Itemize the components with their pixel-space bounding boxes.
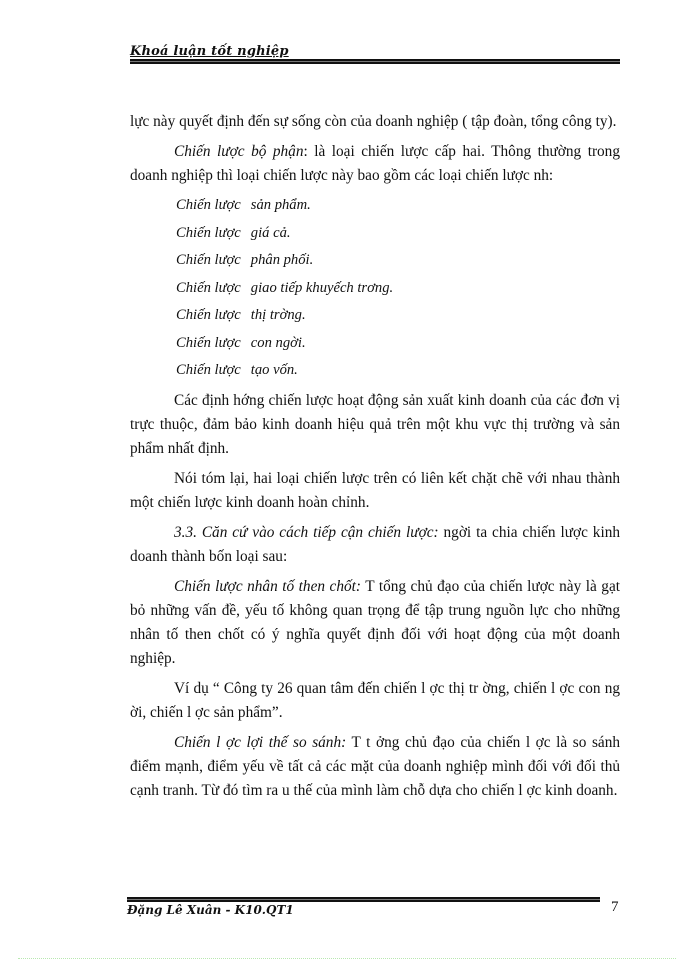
header-rule <box>130 59 620 64</box>
header-title: Khoá luận tốt nghiệp <box>130 44 289 59</box>
paragraph-summary: Nói tóm lại, hai loại chiến lược trên có liên kết chặt chẽ với nhau thành một chiến lược kinh doanh hoàn chỉnh. <box>130 469 620 511</box>
list-item-text: giá cả. <box>250 224 291 241</box>
page-number: 7 <box>611 899 619 915</box>
list-item-text: tạo vốn. <box>250 362 298 378</box>
list-item <box>176 247 620 275</box>
page-edge-divider <box>18 958 676 959</box>
paragraph-key-factor-strategy <box>130 575 620 671</box>
term-label: Chiến lược bộ phận <box>174 143 304 160</box>
list-item-text: thị trờng. <box>250 307 306 323</box>
paragraph-text: T t ởng chủ đạo của chiến l ợc là so sánh điểm mạnh, điểm yếu về tất cả các mặt của doanh nghiệp mình đối với đối thủ cạnh tranh. Từ đó tìm ra u thế của mình làm chỗ dựa cho chiến l ợc kinh doanh. <box>130 733 620 799</box>
paragraph-text: T tổng chủ đạo của chiến lược này là gạt bỏ những vấn đề, yếu tố không quan trọng để tập trung nguồn lực cho những nhân tố then chốt có ý nghĩa quyết định đối với hoạt động của một doanh nghiệp. <box>130 577 620 667</box>
term-label: Chiến lược nhân tố then chốt: <box>174 577 361 595</box>
footer-author: Đặng Lê Xuân - K10.QT1 <box>127 903 294 917</box>
list-item <box>176 220 620 248</box>
list-item-text: phân phối. <box>250 252 314 268</box>
list-item <box>176 302 620 330</box>
list-item-prefix: Chiến lược <box>176 334 241 351</box>
list-item-prefix: Chiến lược <box>176 197 241 213</box>
paragraph-comparative-advantage <box>130 731 620 803</box>
list-item <box>176 330 620 358</box>
paragraph-department-strategy <box>130 140 620 188</box>
paragraph-orientation: Các định hớng chiến lược hoạt động sản xuất kinh doanh của các đơn vị trực thuộc, đảm bảo kinh doanh hiệu quả trên một khu vực thị trường và sản phẩm nhất định. <box>130 391 620 457</box>
paragraph-intro: lực này quyết định đến sự sống còn của doanh nghiệp ( tập đoàn, tổng công ty). <box>130 113 617 130</box>
list-item-prefix: Chiến lược <box>176 252 241 268</box>
list-item <box>176 357 620 385</box>
list-item-prefix: Chiến lược <box>176 224 241 241</box>
footer-rule <box>127 897 600 902</box>
paragraph-section-3-3 <box>130 521 620 569</box>
strategy-list <box>176 192 620 385</box>
term-label: Chiến l ợc lợi thế so sánh: <box>174 733 347 751</box>
list-item-prefix: Chiến lược <box>176 279 241 296</box>
paragraph-example: Ví dụ “ Công ty 26 quan tâm đến chiến l ợc thị tr ờng, chiến l ợc con ng ời, chiến l ợc sản phẩm”. <box>130 679 620 721</box>
paragraph-text: : là loại chiến lược cấp hai. Thông thường trong doanh nghiệp thì loại chiến lược này bao gồm các loại chiến lược nh: <box>130 143 620 184</box>
list-item-text: con ngời. <box>250 334 306 351</box>
list-item-prefix: Chiến lược <box>176 362 241 378</box>
list-item <box>176 192 620 220</box>
list-item <box>176 275 620 303</box>
page-body <box>130 110 620 809</box>
list-item-prefix: Chiến lược <box>176 307 241 323</box>
section-heading: 3.3. Căn cứ vào cách tiếp cận chiến lược: <box>174 523 439 541</box>
list-item-text: sản phẩm. <box>250 197 311 213</box>
list-item-text: giao tiếp khuyếch trơng. <box>250 279 394 296</box>
paragraph-text: ngời ta chia chiến lược kinh doanh thành bốn loại sau: <box>130 523 620 565</box>
